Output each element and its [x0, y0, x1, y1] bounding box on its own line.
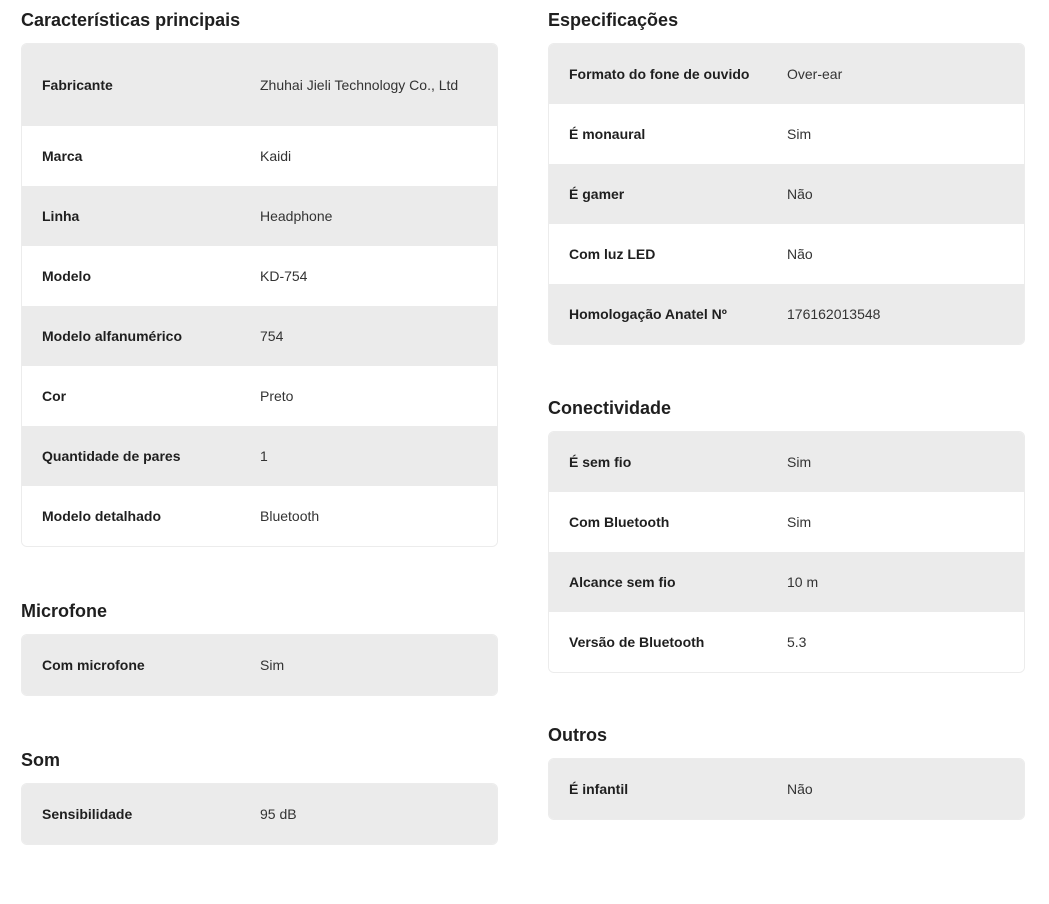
row-label: Com luz LED: [569, 246, 656, 262]
row-label: Modelo alfanumérico: [42, 328, 183, 344]
section-title: Outros: [548, 725, 608, 745]
row-value: KD-754: [260, 268, 308, 284]
table-row: [22, 426, 497, 486]
row-value: Bluetooth: [260, 508, 320, 524]
row-value: Não: [787, 781, 813, 797]
spec-table: [21, 634, 498, 696]
row-label: Linha: [42, 208, 80, 224]
row-value: Zhuhai Jieli Technology Co., Ltd: [260, 77, 459, 93]
right-column: [548, 0, 1025, 820]
table-row: [549, 552, 1024, 612]
row-value: 176162013548: [787, 306, 881, 322]
section-som: [21, 740, 498, 845]
row-label: É monaural: [569, 126, 646, 142]
row-label: É infantil: [569, 781, 629, 797]
table-row: [22, 486, 497, 546]
spec-table: [548, 758, 1025, 820]
table-row: [549, 612, 1024, 672]
table-row: [22, 306, 497, 366]
row-value: Preto: [260, 388, 294, 404]
row-label: Cor: [42, 388, 67, 404]
row-value: Não: [787, 246, 813, 262]
table-row: [549, 492, 1024, 552]
row-label: Com Bluetooth: [569, 514, 670, 530]
row-label: É gamer: [569, 186, 625, 202]
section-conectividade: [548, 388, 1025, 673]
table-row: [22, 635, 497, 695]
row-label: Modelo: [42, 268, 91, 284]
section-outros: [548, 715, 1025, 820]
section-caracteristicas-principais: [21, 0, 498, 547]
table-row: [22, 186, 497, 246]
row-value: Não: [787, 186, 813, 202]
row-label: É sem fio: [569, 454, 632, 470]
section-title: Som: [21, 750, 61, 770]
row-label: Versão de Bluetooth: [569, 634, 705, 650]
row-label: Homologação Anatel Nº: [569, 306, 727, 322]
row-label: Alcance sem fio: [569, 574, 676, 590]
row-value: 10 m: [787, 574, 819, 590]
left-column: [21, 0, 498, 845]
section-microfone: [21, 591, 498, 696]
row-value: Kaidi: [260, 148, 292, 164]
table-row: [549, 284, 1024, 344]
row-value: 754: [260, 328, 284, 344]
row-label: Formato do fone de ouvido: [569, 66, 750, 82]
row-value: Sim: [787, 514, 812, 530]
row-value: 1: [260, 448, 268, 464]
table-row: [549, 432, 1024, 492]
row-value: Headphone: [260, 208, 333, 224]
row-value: Sim: [787, 126, 812, 142]
table-row: [549, 104, 1024, 164]
row-value: 5.3: [787, 634, 807, 650]
table-row: [22, 366, 497, 426]
row-value: 95 dB: [260, 806, 297, 822]
row-label: Quantidade de pares: [42, 448, 181, 464]
spec-table: [548, 43, 1025, 345]
spec-table: [21, 783, 498, 845]
table-row: [549, 759, 1024, 819]
section-title: Especificações: [548, 10, 679, 30]
table-row: [22, 246, 497, 306]
table-row: [22, 126, 497, 186]
row-value: Sim: [787, 454, 812, 470]
row-value: Sim: [260, 657, 285, 673]
row-label: Fabricante: [42, 77, 113, 93]
row-label: Com microfone: [42, 657, 145, 673]
row-label: Sensibilidade: [42, 806, 133, 822]
section-especificacoes: [548, 0, 1025, 345]
table-row: [22, 44, 497, 126]
table-row: [549, 164, 1024, 224]
row-value: Over-ear: [787, 66, 843, 82]
section-title: Microfone: [21, 601, 108, 621]
row-label: Marca: [42, 148, 83, 164]
section-title: Características principais: [21, 10, 241, 30]
spec-table: [548, 431, 1025, 673]
table-row: [549, 44, 1024, 104]
table-row: [549, 224, 1024, 284]
table-row: [22, 784, 497, 844]
spec-table: [21, 43, 498, 547]
row-label: Modelo detalhado: [42, 508, 161, 524]
section-title: Conectividade: [548, 398, 672, 418]
